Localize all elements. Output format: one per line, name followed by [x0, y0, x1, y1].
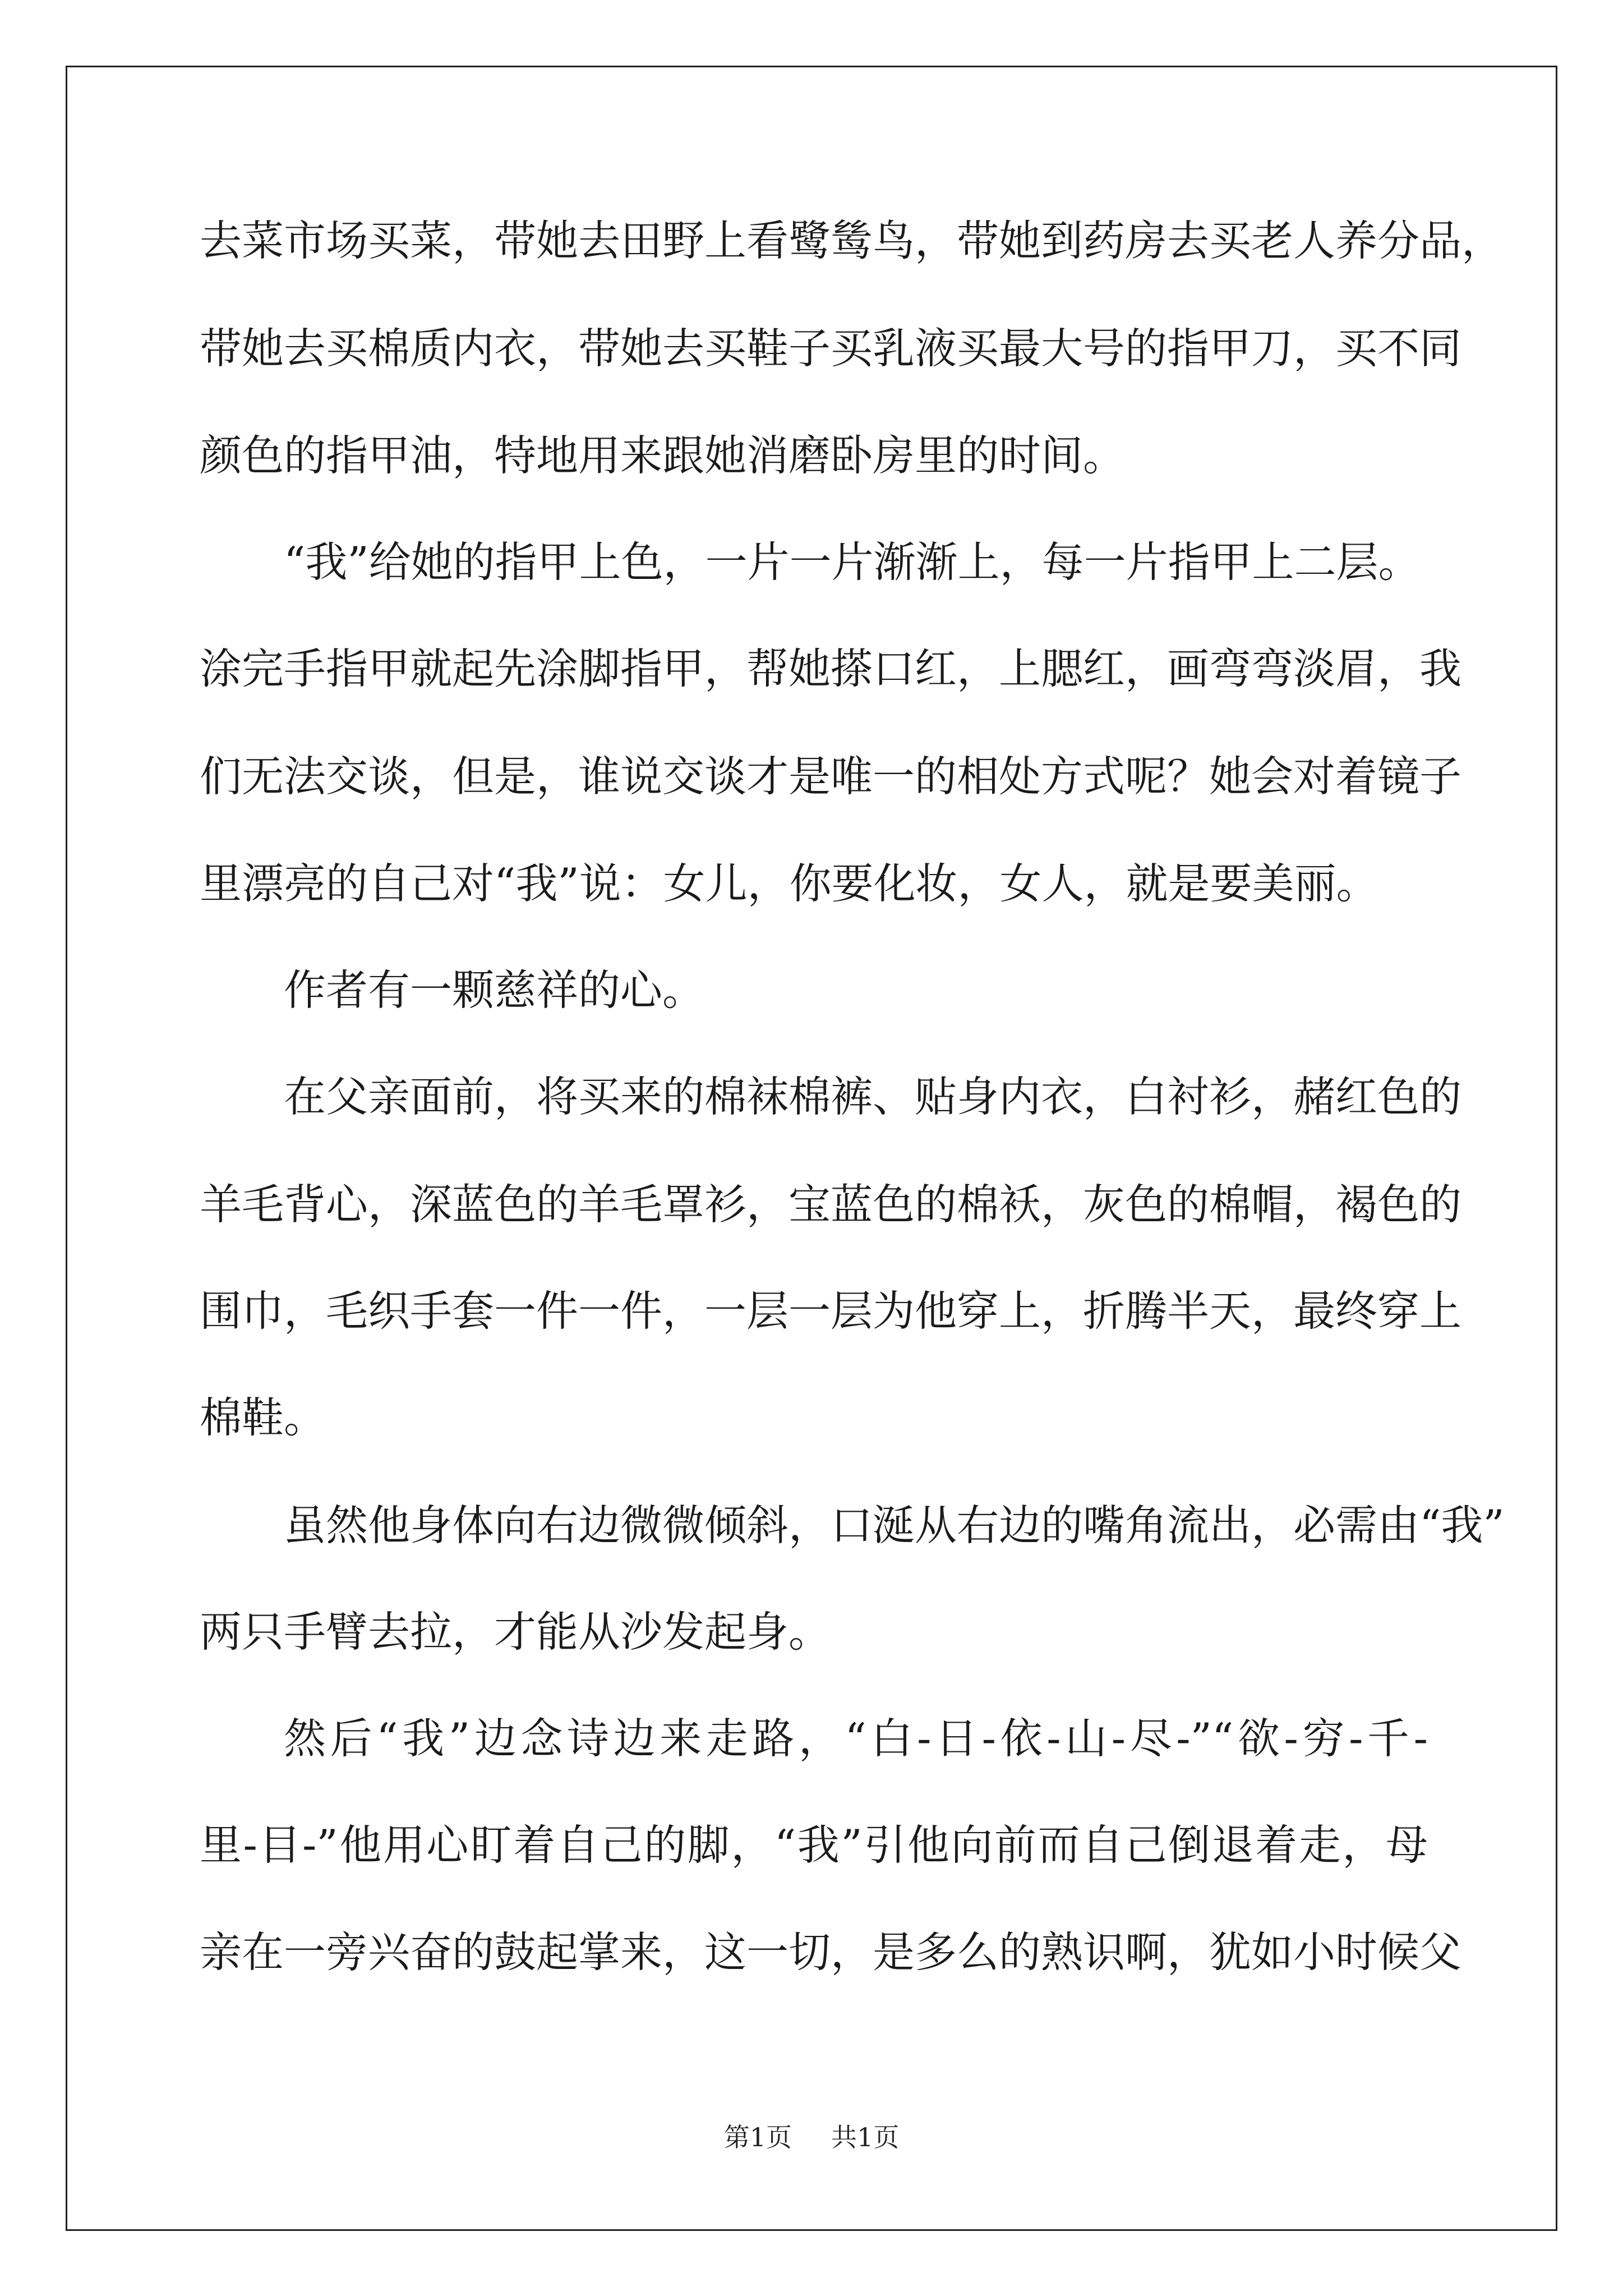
text-line: 涂完手指甲就起先涂脚指甲，帮她搽口红，上腮红，画弯弯淡眉，我	[200, 644, 1462, 693]
text-line: 虽然他身体向右边微微倾斜，口涎从右边的嘴角流出，必需由“我”	[284, 1501, 1505, 1550]
page-footer	[0, 2124, 1623, 2150]
text-line: 作者有一颗慈祥的心。	[284, 965, 705, 1015]
text-line: 颜色的指甲油，特地用来跟她消磨卧房里的时间。	[200, 431, 1126, 480]
text-line: “我”给她的指甲上色，一片一片渐渐上，每一片指甲上二层。	[284, 537, 1421, 587]
text-line: 们无法交谈，但是，谁说交谈才是唯一的相处方式呢？她会对着镜子	[200, 752, 1462, 801]
text-line: 里-目-”他用心盯着自己的脚，“我”引他向前而自己倒退着走，母	[200, 1820, 1428, 1870]
text-line: 在父亲面前，将买来的棉袜棉裤、贴身内衣，白衬衫，赭红色的	[284, 1072, 1462, 1121]
text-line: 带她去买棉质内衣，带她去买鞋子买乳液买最大号的指甲刀，买不同	[200, 324, 1462, 373]
text-line: 亲在一旁兴奋的鼓起掌来，这一切，是多么的熟识啊，犹如小时候父	[200, 1927, 1462, 1977]
text-line: 去菜市场买菜，带她去田野上看鹭鸶鸟，带她到药房去买老人养分品，	[200, 216, 1504, 265]
text-line: 棉鞋。	[200, 1393, 326, 1442]
text-line: 里漂亮的自己对“我”说：女儿，你要化妆，女人，就是要美丽。	[200, 859, 1378, 908]
text-line: 羊毛背心，深蓝色的羊毛罩衫，宝蓝色的棉袄，灰色的棉帽，褐色的	[200, 1180, 1462, 1229]
text-line: 然后“我”边念诗边来走路，“白-日-依-山-尽-”“欲-穷-千-	[284, 1714, 1428, 1763]
text-line: 围巾，毛织手套一件一件，一层一层为他穿上，折腾半天，最终穿上	[200, 1286, 1462, 1336]
page-number: 第1页	[723, 2122, 792, 2152]
text-line: 两只手臂去拉，才能从沙发起身。	[200, 1607, 831, 1657]
page-border	[66, 66, 1557, 2231]
page-total: 共1页	[831, 2122, 900, 2152]
